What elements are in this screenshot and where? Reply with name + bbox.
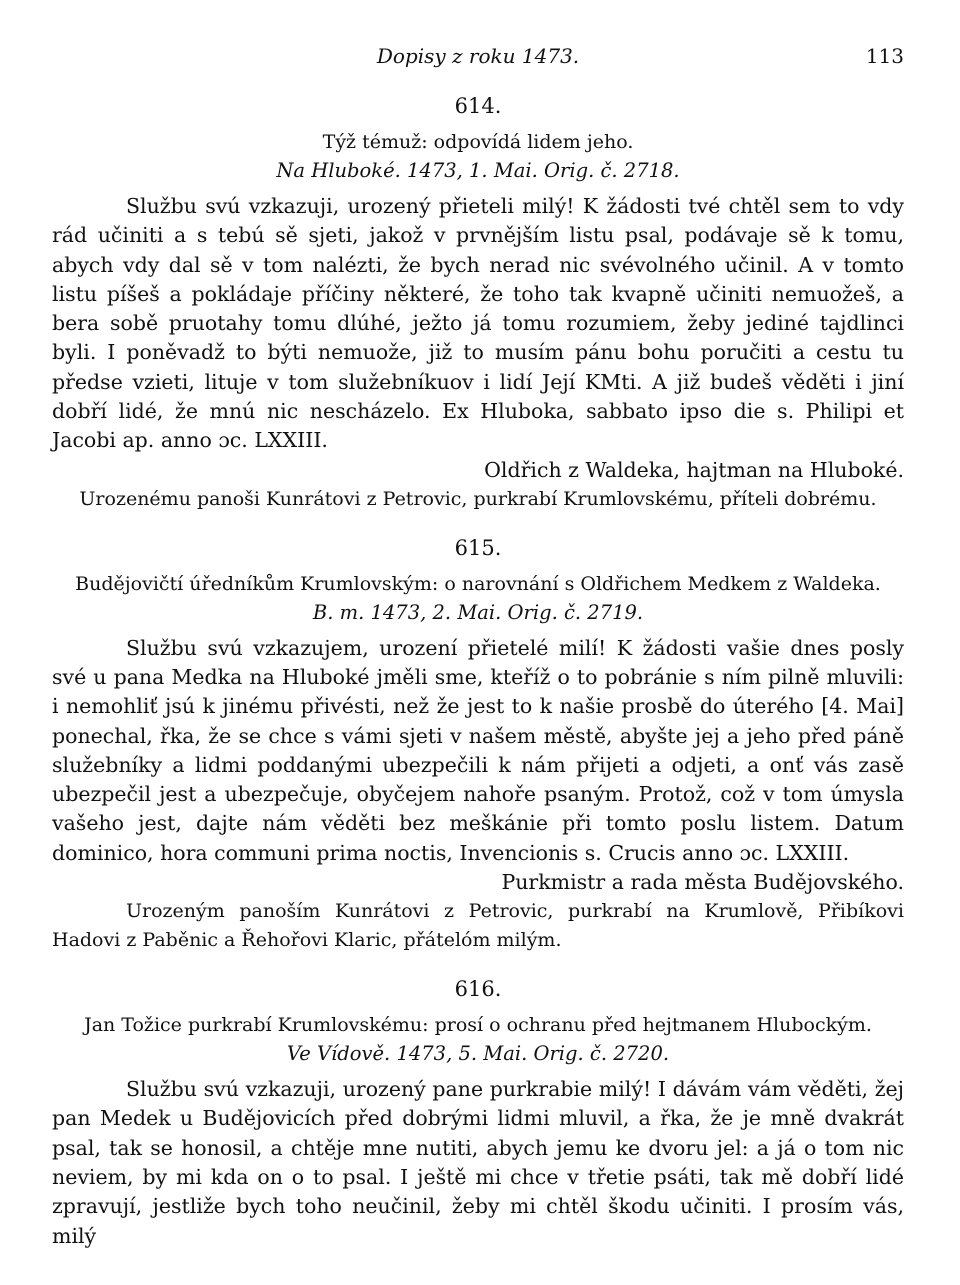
running-title: Dopisy z roku 1473. bbox=[376, 44, 580, 68]
letter-place-date: Ve Vídově. 1473, 5. Mai. Orig. č. 2720. bbox=[286, 1042, 670, 1066]
letter-heading: Týž témuž: odpovídá lidem jeho. bbox=[322, 131, 634, 153]
letter-number: 614. bbox=[454, 94, 502, 118]
document-page bbox=[52, 44, 904, 1251]
letter-body: Službu svú vzkazuji, urozený přieteli milý! K žádosti tvé chtěl sem to vdy rád učiniti a s tebú sě sjeti, jakož v prvnějším listu psal, podávaje sě k tomu, abych vdy dal sě v tom nalézti, že bych nerad nic svévolného učinil. A v tomto listu píšeš a pokládaje příčiny některé, že toho tak kvapně učiniti nemuožeš, a bera sobě pruotahy tomu dlúhé, ježto já tomu rozumiem, žeby jediné tajdlinci byli. I poněvadž to býti nemuože, již to musím pánu bohu poručiti a cestu tu předse vzieti, lituje v tom služebníkuov i lidí Její KMti. A již budeš věděti i jiní dobří lidé, že mnú nic nescházelo. Ex Hluboka, sabbato ipso die s. Philipi et Jacobi ap. anno ɔc. LXXIII. bbox=[52, 194, 904, 453]
letter-address: Urozenému panoši Kunrátovi z Petrovic, purkrabí Krumlovskému, příteli dobrému. bbox=[79, 487, 877, 510]
letter-number: 615. bbox=[454, 535, 502, 560]
letter-signature: Purkmistr a rada města Budějovského. bbox=[501, 870, 904, 895]
letter-616 bbox=[52, 977, 904, 1251]
page-number: 113 bbox=[865, 44, 904, 68]
letter-614 bbox=[52, 94, 904, 514]
letter-signature: Oldřich z Waldeka, hajtman na Hluboké. bbox=[484, 457, 904, 482]
letter-heading: Jan Tožice purkrabí Krumlovskému: prosí o ochranu před hejtmanem Hlubockým. bbox=[84, 1014, 872, 1037]
letter-place-date: Na Hluboké. 1473, 1. Mai. Orig. č. 2718. bbox=[276, 159, 680, 182]
letter-body: Službu svú vzkazuji, urozený pane purkrabie milý! I dávám vám věděti, žej pan Medek u Budějovicích před dobrými lidmi mluvil, a řka, že je mně dvakrát psal, tak se honosil, a chtěje mne nutiti, abych jemu ke dvoru jel: a já o tom nic neviem, by mi kda on o to psal. I ještě mi chce v třetie psáti, tak mě dobří lidé zpravují, jestliže bych toho neučinil, žeby mi chtěl škodu učiniti. I prosím vás, milý bbox=[52, 1077, 904, 1248]
letter-address: Urozeným panoším Kunrátovi z Petrovic, purkrabí na Krumlově, Přibíkovi Hadovi z Paběnic a Řehořovi Klaric, přátelóm milým. bbox=[52, 900, 904, 952]
letter-615 bbox=[52, 536, 904, 955]
letter-place-date: B. m. 1473, 2. Mai. Orig. č. 2719. bbox=[312, 600, 644, 624]
letter-heading: Budějovičtí úředníkům Krumlovským: o narovnání s Oldřichem Medkem z Waldeka. bbox=[75, 572, 881, 595]
letter-body: Službu svú vzkazujem, urození přietelé milí! K žádosti vašie dnes posly své u pana Medka na Hluboké jměli sme, kteříž o to pobránie s ním pilně mluvili: i nemohliť jsú k jinému přivésti, než že jest to k našie prosbě do úterého [4. Mai] ponechal, řka, že se chce s vámi sjeti v našem městě, abyšte jej a jeho před páně služebníky a lidmi poddanými ubezpečili k nám přijeti a odjeti, a onť vás zasě ubezpečil jest a ubezpečuje, obyčejem nahoře psaným. Protož, což v tom úmysla vašeho jest, dajte nám věděti bez meškánie při tomto poslu listem. Datum dominico, hora communi prima noctis, Invencionis s. Crucis anno ɔc. LXXIII. bbox=[52, 635, 904, 865]
letter-number: 616. bbox=[454, 977, 502, 1002]
page-header bbox=[52, 44, 904, 80]
